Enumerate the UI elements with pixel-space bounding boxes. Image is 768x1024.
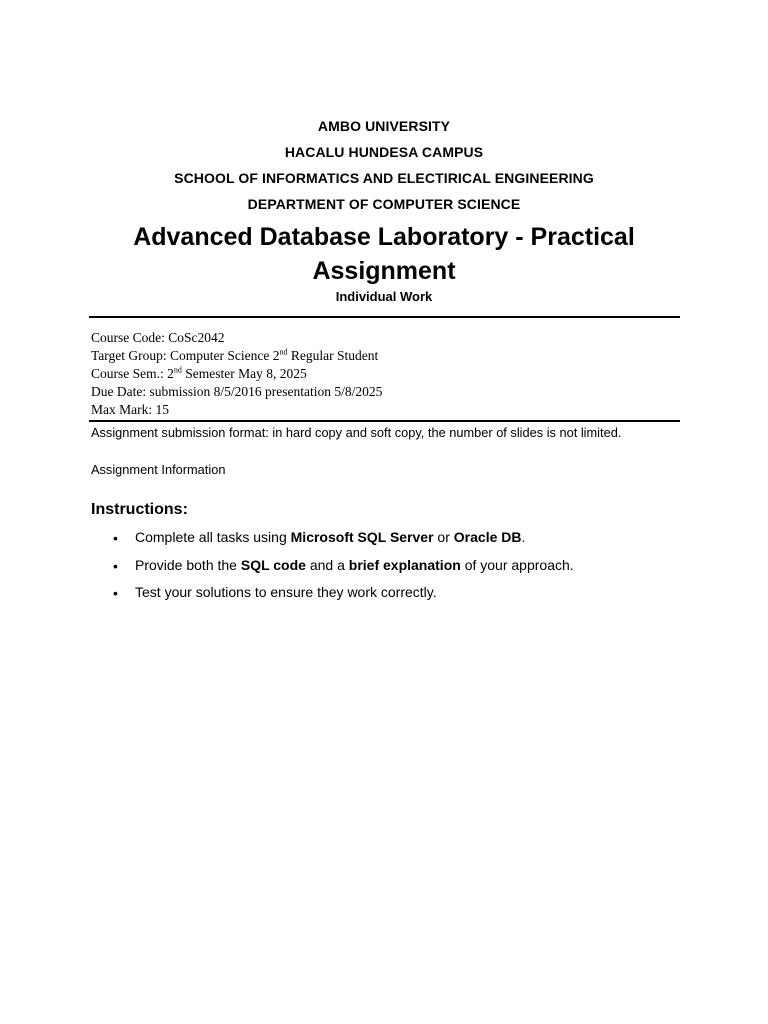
department-name: DEPARTMENT OF COMPUTER SCIENCE xyxy=(247,196,521,212)
target-group-ordinal: nd xyxy=(279,347,288,357)
instruction-emphasis: brief explanation xyxy=(348,556,461,573)
document-title: Advanced Database Laboratory - Practical Assignment xyxy=(133,223,635,285)
instruction-item xyxy=(91,528,691,546)
course-semester xyxy=(91,365,681,383)
course-semester-prefix: Course Sem.: 2 xyxy=(91,366,174,381)
instruction-text: of your approach. xyxy=(460,556,574,573)
course-semester-suffix: Semester May 8, 2025 xyxy=(181,366,307,381)
max-mark: Max Mark: 15 xyxy=(91,402,169,417)
submission-format: Assignment submission format: in hard copy and soft copy, the number of slides is not limited. xyxy=(91,425,622,440)
bullet-icon: • xyxy=(113,530,118,546)
campus-name: HACALU HUNDESA CAMPUS xyxy=(284,144,484,160)
course-semester-ordinal: nd xyxy=(173,365,182,375)
course-code: Course Code: CoSc2042 xyxy=(91,330,225,345)
bottom-divider xyxy=(89,420,680,422)
target-group-suffix: Regular Student xyxy=(287,348,379,363)
instruction-text: . xyxy=(521,529,526,545)
due-date: Due Date: submission 8/5/2016 presentation 5/8/2025 xyxy=(91,384,383,399)
instruction-text: Test your solutions to ensure they work correctly. xyxy=(135,584,437,600)
instruction-text: or xyxy=(433,529,454,545)
target-group-prefix: Target Group: Computer Science 2 xyxy=(91,348,280,363)
instruction-item xyxy=(91,583,691,601)
instruction-text: and a xyxy=(305,556,349,573)
target-group xyxy=(91,347,681,365)
instructions-list xyxy=(91,528,691,611)
school-name: SCHOOL OF INFORMATICS AND ELECTIRICAL ENGINEERING xyxy=(174,170,594,186)
course-info-block xyxy=(91,329,681,419)
instruction-emphasis: Oracle DB xyxy=(453,529,522,545)
instructions-heading: Instructions: xyxy=(91,501,188,518)
document-subtitle: Individual Work xyxy=(335,289,433,304)
top-divider xyxy=(89,316,680,318)
instruction-emphasis: Microsoft SQL Server xyxy=(290,529,434,545)
assignment-information: Assignment Information xyxy=(91,462,226,477)
instruction-text: Provide both the xyxy=(135,556,241,573)
instruction-emphasis: SQL code xyxy=(240,556,306,573)
instruction-item xyxy=(91,556,691,574)
instruction-text: Complete all tasks using xyxy=(135,529,291,545)
bullet-icon: • xyxy=(113,585,118,601)
bullet-icon: • xyxy=(113,557,118,574)
university-name: AMBO UNIVERSITY xyxy=(317,118,451,134)
document-header xyxy=(0,113,768,217)
